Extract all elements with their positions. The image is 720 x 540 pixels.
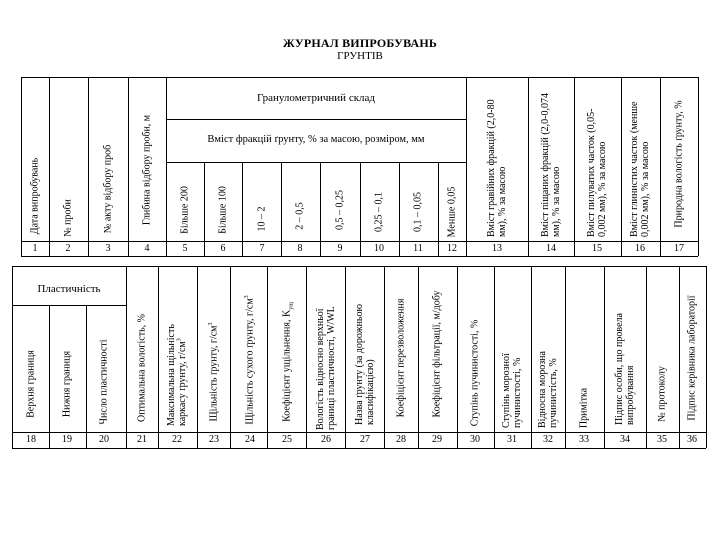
table-rule (21, 256, 698, 257)
col-number: 5 (182, 243, 188, 254)
table-rule (574, 77, 575, 256)
col-number: 35 (657, 434, 667, 445)
col-lower-limit: Нижня границя (61, 350, 73, 418)
col-number: 29 (432, 434, 442, 445)
col-number: 31 (507, 434, 517, 445)
col-number: 36 (687, 434, 697, 445)
col-soil-density: Щільність ґрунту, $г/см^3$ (208, 322, 220, 422)
col-number: 14 (546, 243, 556, 254)
col-sample-no: № проби (62, 199, 74, 237)
col-compaction-coef: Коефіцієнт ущільнення, $K_{ущ}$ (281, 302, 295, 422)
table-rule (49, 305, 50, 448)
col-fraction-01-005: 0,1 – 0,05 (412, 192, 424, 232)
table-rule (12, 266, 706, 267)
table-rule (418, 266, 419, 448)
col-number: 11 (413, 243, 423, 254)
table-rule (86, 305, 87, 448)
table-rule (128, 77, 129, 256)
table-rule (660, 77, 661, 256)
table-rule (12, 305, 126, 306)
col-number: 15 (592, 243, 602, 254)
col-optimal-moisture: Оптимальна вологість, % (136, 313, 148, 423)
col-fraction-gt200: Більше 200 (179, 186, 191, 234)
col-frost-heaving-degree: Ступінь морозної пучинистості, % (501, 353, 523, 428)
col-number: 2 (65, 243, 71, 254)
col-sampling-act-no: № акту відбору проб (102, 144, 114, 234)
table-rule (698, 77, 699, 256)
table-rule (565, 266, 566, 448)
table-rule (230, 266, 231, 448)
col-number: 27 (360, 434, 370, 445)
col-number: 6 (220, 243, 226, 254)
col-soil-name: Назва ґрунту (за дорожньою класифікацією) (354, 304, 376, 425)
table-rule (204, 162, 205, 256)
table-rule (528, 77, 529, 256)
col-protocol-no: № протоколу (656, 366, 668, 422)
col-number: 33 (579, 434, 589, 445)
col-fraction-025-01: 0,25 – 0,1 (373, 192, 385, 232)
page-subtitle: ГРУНТІВ (337, 50, 383, 62)
table-rule (88, 77, 89, 256)
table-rule (679, 266, 680, 448)
table-rule (466, 77, 467, 256)
plasticity-header: Пластичність (37, 283, 101, 295)
table-rule (126, 266, 127, 448)
col-number: 1 (32, 243, 38, 254)
col-number: 17 (674, 243, 684, 254)
col-plasticity-index: Число пластичності (98, 339, 110, 425)
col-number: 28 (396, 434, 406, 445)
granulometry-header: Гранулометричний склад (256, 92, 376, 104)
col-number: 23 (209, 434, 219, 445)
table-rule (604, 266, 605, 448)
col-silt-content: Вміст пилуватих часток (0,05-0,002 мм), % за масою (586, 108, 608, 237)
col-fraction-10-2: 10 – 2 (256, 206, 268, 232)
col-moisture-ratio: Вологість відносно верхньої границі пластичності, W/WL (315, 306, 337, 430)
table-rule (399, 162, 400, 256)
col-number: 13 (492, 243, 502, 254)
table-rule (360, 162, 361, 256)
col-sampling-depth: Глибина відбору проби, м (141, 114, 153, 226)
col-max-density: Максимальна щільність каркасу ґрунту, $г/см^3$ (166, 324, 188, 426)
table-rule (438, 162, 439, 256)
table-rule (457, 266, 458, 448)
table-rule (494, 266, 495, 448)
col-number: 32 (543, 434, 553, 445)
col-heaving-degree: Ступінь пучинистості, % (469, 319, 481, 427)
col-number: 12 (447, 243, 457, 254)
col-number: 19 (62, 434, 72, 445)
table-rule (646, 266, 647, 448)
col-number: 3 (105, 243, 111, 254)
table-rule (621, 77, 622, 256)
col-upper-limit: Верхня границя (25, 350, 37, 418)
col-number: 4 (144, 243, 150, 254)
col-number: 21 (137, 434, 147, 445)
table-rule (49, 77, 50, 256)
col-number: 10 (374, 243, 384, 254)
col-fraction-2-05: 2 – 0,5 (294, 202, 306, 230)
col-number: 8 (297, 243, 303, 254)
table-rule (12, 448, 706, 449)
col-fraction-lt005: Менше 0,05 (446, 186, 458, 238)
table-rule (384, 266, 385, 448)
col-number: 16 (635, 243, 645, 254)
col-number: 22 (172, 434, 182, 445)
fractions-header: Вміст фракцій ґрунту, % за масою, розміром, мм (207, 134, 425, 145)
table-rule (166, 119, 466, 120)
col-number: 30 (470, 434, 480, 445)
col-relative-frost-heaving: Відносна морозна пучинистість, % (537, 351, 559, 428)
col-fraction-gt100: Більше 100 (217, 186, 229, 234)
table-rule (158, 266, 159, 448)
col-test-date: Дата випробувань (29, 157, 41, 235)
col-clay-content: Вміст глинистих часток (менше 0,002 мм), % за масою (629, 101, 651, 237)
col-number: 7 (259, 243, 265, 254)
table-rule (21, 77, 698, 78)
col-natural-moisture: Природна вологість ґрунту, % (673, 100, 685, 228)
col-filtration-coef: Коефіцієнт фільтрації, м/добу (431, 290, 443, 418)
table-rule (281, 162, 282, 256)
page-title: ЖУРНАЛ ВИПРОБУВАНЬ (282, 36, 438, 50)
table-rule (21, 77, 22, 256)
col-number: 18 (26, 434, 36, 445)
table-rule (345, 266, 346, 448)
col-number: 34 (620, 434, 630, 445)
table-rule (306, 266, 307, 448)
table-rule (267, 266, 268, 448)
table-rule (12, 432, 706, 433)
col-dry-soil-density: Щільність сухого ґрунту, $г/см^3$ (244, 295, 256, 425)
col-lab-head-signature: Підпис керівника лабораторії (686, 295, 698, 421)
table-rule (320, 162, 321, 256)
col-number: 20 (99, 434, 109, 445)
col-gravel-content: Вміст гравійних фракцій (2,0-80 мм), % за масою (486, 99, 508, 237)
col-number: 25 (282, 434, 292, 445)
table-rule (166, 162, 466, 163)
col-number: 24 (245, 434, 255, 445)
table-rule (242, 162, 243, 256)
col-number: 9 (337, 243, 343, 254)
col-overwetting-coef: Коефіцієнт перезволоження (395, 298, 407, 418)
table-rule (706, 266, 707, 448)
col-tester-signature: Підпис особи, що провела випробування (614, 313, 636, 425)
col-fraction-05-025: 0,5 – 0,25 (334, 190, 346, 230)
table-rule (197, 266, 198, 448)
col-number: 26 (321, 434, 331, 445)
table-rule (531, 266, 532, 448)
col-sand-content: Вміст піщаних фракцій (2,0-0,074 мм), % за масою (540, 93, 562, 237)
col-note: Примітка (578, 387, 590, 429)
